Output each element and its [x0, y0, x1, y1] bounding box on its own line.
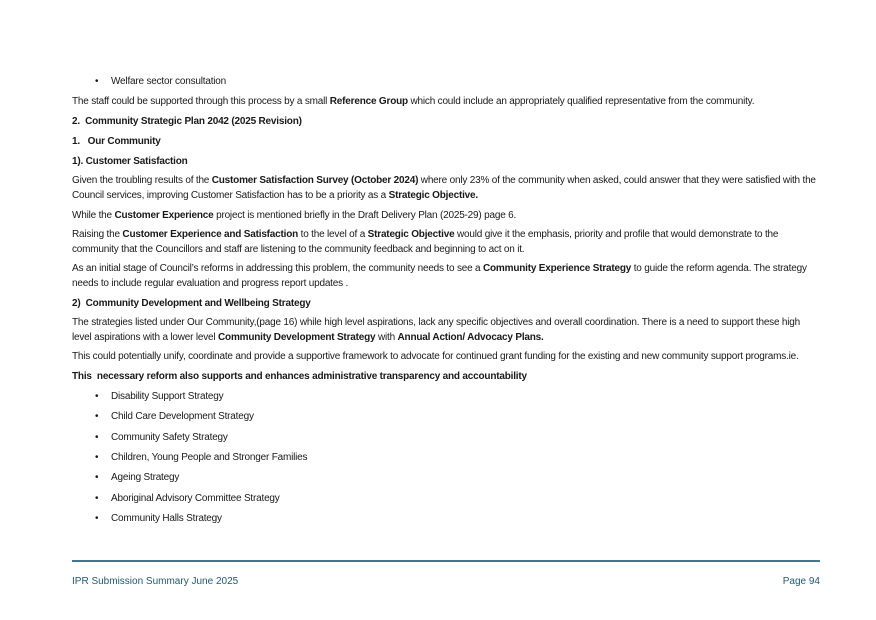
- list-item: • Community Halls Strategy: [72, 512, 820, 526]
- paragraph: [72, 316, 820, 345]
- bold-text-run: 1). Customer Satisfaction: [72, 155, 188, 167]
- text-run: The strategies listed under Our Community,(page 16) while high level aspirations, lack any specific objectives and overall coordination. There is a need to support these high level aspirations with a lower level: [72, 317, 801, 343]
- text-run: While the: [72, 209, 115, 221]
- footer-divider: [72, 560, 820, 562]
- paragraph: [72, 350, 820, 364]
- page-footer: [72, 575, 820, 589]
- text-run: This could potentially unify, coordinate and provide a supportive framework to advocate for continued grant funding for the existing and new community support programs.ie.: [72, 351, 799, 363]
- document-body: [72, 75, 820, 532]
- bold-text-run: This necessary reform also supports and enhances administrative transparency and accountability: [72, 371, 527, 383]
- list-item: • Aboriginal Advisory Committee Strategy: [72, 492, 820, 506]
- list-item: • Welfare sector consultation: [72, 75, 820, 89]
- paragraph: [72, 262, 820, 291]
- bold-text-run: 2) Community Development and Wellbeing Strategy: [72, 297, 311, 309]
- paragraph: [72, 135, 820, 149]
- paragraph: [72, 209, 820, 223]
- bold-text-run: Strategic Objective: [367, 229, 455, 241]
- text-run: which could include an appropriately qualified representative from the community.: [407, 96, 755, 108]
- text-run: Given the troubling results of the: [72, 175, 212, 187]
- bold-text-run: Community Experience Strategy: [483, 263, 632, 275]
- text-run: where only 23% of the community when asked, could answer that they were satisfied with the Council services, improving Customer Satisfaction has to be a priority as a: [72, 175, 816, 201]
- list-item: • Ageing Strategy: [72, 471, 820, 485]
- text-run: The staff could be supported through this process by a small: [72, 96, 330, 108]
- paragraph: [72, 95, 820, 109]
- bold-text-run: Community Development Strategy: [218, 331, 376, 343]
- bullet-list: [72, 390, 820, 526]
- list-item: • Child Care Development Strategy: [72, 410, 820, 424]
- bold-text-run: Customer Satisfaction Survey (October 2024): [211, 175, 419, 187]
- paragraph: [72, 155, 820, 169]
- bold-text-run: 1. Our Community: [72, 135, 161, 147]
- bold-text-run: Strategic Objective.: [388, 189, 478, 201]
- text-run: would give it the emphasis, priority and profile that would demonstrate to the community that the Councillors and staff are listening to the community feedback and beginning to act on it.: [72, 229, 779, 255]
- text-run: with: [375, 331, 398, 343]
- paragraph: [72, 370, 820, 384]
- list-item: • Community Safety Strategy: [72, 431, 820, 445]
- text-run: As an initial stage of Council’s reforms in addressing this problem, the community needs to see a: [72, 263, 483, 275]
- bold-text-run: Reference Group: [329, 96, 408, 108]
- list-item: • Disability Support Strategy: [72, 390, 820, 404]
- paragraph: [72, 115, 820, 129]
- footer-page-number: Page 94: [782, 576, 820, 587]
- paragraph: [72, 174, 820, 203]
- text-run: to the level of a: [298, 229, 368, 241]
- paragraph: [72, 297, 820, 311]
- list-item: • Children, Young People and Stronger Families: [72, 451, 820, 465]
- text-run: Raising the: [72, 229, 123, 241]
- bold-text-run: Customer Experience and Satisfaction: [122, 229, 299, 241]
- paragraph: [72, 228, 820, 257]
- bold-text-run: Annual Action/ Advocacy Plans.: [397, 331, 544, 343]
- bold-text-run: 2. Community Strategic Plan 2042 (2025 Revision): [72, 116, 302, 128]
- text-run: to guide the reform agenda. The strategy needs to include regular evaluation and progress report updates .: [72, 263, 807, 289]
- bold-text-run: Customer Experience: [114, 209, 214, 221]
- text-run: project is mentioned briefly in the Draft Delivery Plan (2025-29) page 6.: [213, 209, 517, 221]
- bullet-list: [72, 75, 820, 89]
- footer-doc-title: IPR Submission Summary June 2025: [72, 576, 239, 587]
